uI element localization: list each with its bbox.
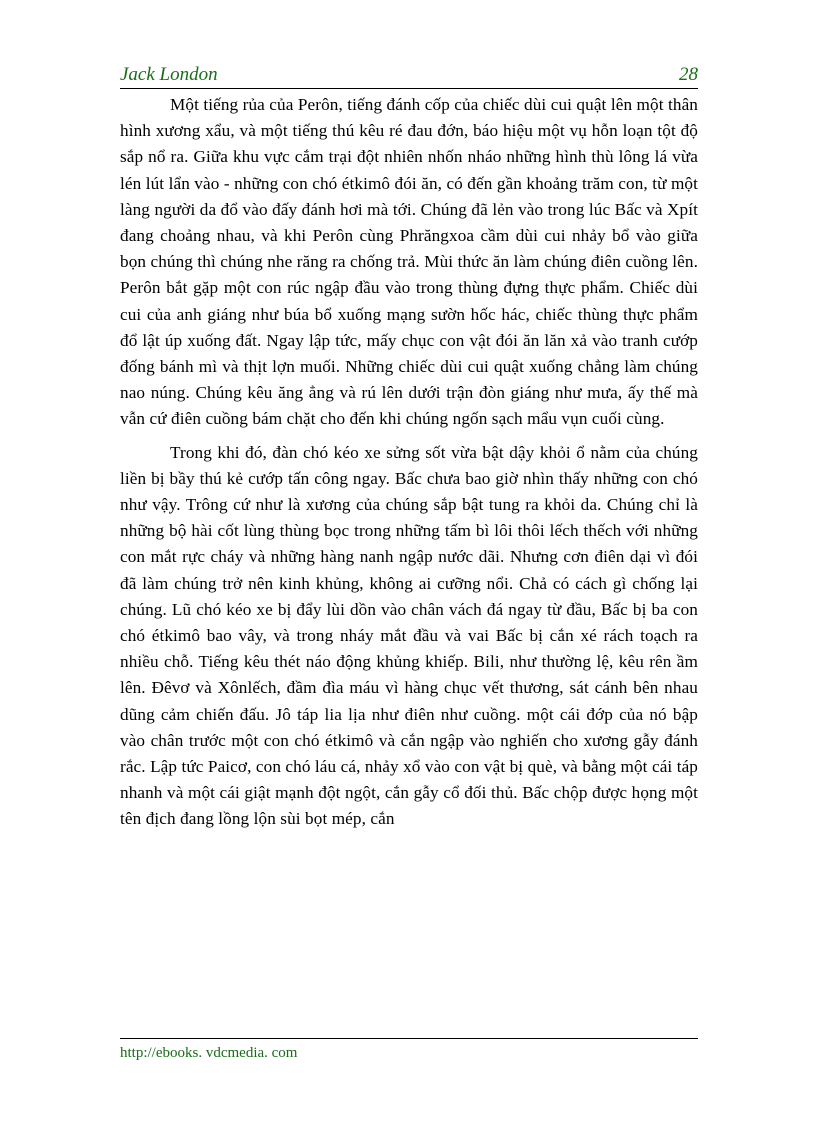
body-paragraph-2: Trong khi đó, đàn chó kéo xe sửng sốt vừa bật dậy khỏi ổ nằm của chúng liền bị bầy thú kẻ cướp tấn công ngay. Bấc chưa bao giờ nhìn thấy những con chó như vậy. Trông cứ như là xương của chúng sắp bật tung ra khỏi da. Chúng chỉ là những bộ hài cốt lùng thùng bọc trong những tấm bì lôi thôi lếch thếch với những con mắt rực cháy và những hàng nanh ngập nước dãi. Nhưng cơn điên dại vì đói đã làm chúng trở nên kinh khủng, không ai cưỡng nổi. Chả có cách gì chống lại chúng. Lũ chó kéo xe bị đẩy lùi dồn vào chân vách đá ngay từ đầu, Bấc bị ba con chó étkimô bao vây, và trong nháy mắt đầu và vai Bấc bị cắn xé rách toạch ra nhiều chỗ. Tiếng kêu thét náo động khủng khiếp. Bili, như thường lệ, kêu rên ầm lên. Đêvơ và Xônlếch, đầm đìa máu vì hàng chục vết thương, sát cánh bên nhau dũng cảm chiến đấu. Jô táp lia lịa như điên như cuồng. một cái đớp của nó bập vào chân trước một con chó étkimô và cắn ngập vào nghiến cho xương gẫy đánh rắc. Lập tức Paicơ, con chó láu cá, nhảy xổ vào con vật bị què, và bằng một cái táp nhanh và một cái giật mạnh đột ngột, cắn gẫy cổ đối thủ. Bấc chộp được họng một tên địch đang lồng lộn sùi bọt mép, cắn (120, 442, 698, 829)
header-author: Jack London (120, 64, 218, 85)
page-number: 28 (679, 64, 698, 85)
header-divider (120, 88, 698, 89)
page-header (120, 64, 698, 88)
footer-url: http://ebooks. vdcmedia. com (120, 1045, 298, 1061)
page-body (120, 92, 698, 833)
footer-divider (120, 1038, 698, 1039)
body-paragraph-1: Một tiếng rủa của Perôn, tiếng đánh cốp của chiếc dùi cui quật lên một thân hình xương xẩu, và một tiếng thú kêu ré đau đớn, báo hiệu một vụ hỗn loạn tột độ sắp nổ ra. Giữa khu vực cắm trại đột nhiên nhốn nháo những hình thù lông lá vừa lén lút lẩn vào - những con chó étkimô đói ăn, có đến gần khoảng trăm con, từ một làng người da đổ vào đấy đánh hơi mà tới. Chúng đã lẻn vào trong lúc Bấc và Xpít đang choảng nhau, và khi Perôn cùng Phrăngxoa cầm dùi cui nhảy bổ vào giữa bọn chúng thì chúng nhe răng ra chống trả. Mùi thức ăn làm chúng điên cuồng lên. Perôn bắt gặp một con rúc ngập đầu vào trong thùng đựng thực phẩm. Chiếc dùi cui của anh giáng như búa bổ xuống mạng sườn hốc hác, chiếc thùng thực phẩm đổ lật úp xuống đất. Ngay lập tức, mấy chục con vật đói ăn lăn xả vào tranh cướp đống bánh mì và thịt lợn muối. Những chiếc dùi cui quật xuống chẳng làm chúng nao núng. Chúng kêu ăng ẳng và rú lên dưới trận đòn giáng như mưa, ấy thế mà vẫn cứ điên cuồng bám chặt cho đến khi chúng ngốn sạch mẩu vụn cuối cùng. (120, 95, 698, 429)
